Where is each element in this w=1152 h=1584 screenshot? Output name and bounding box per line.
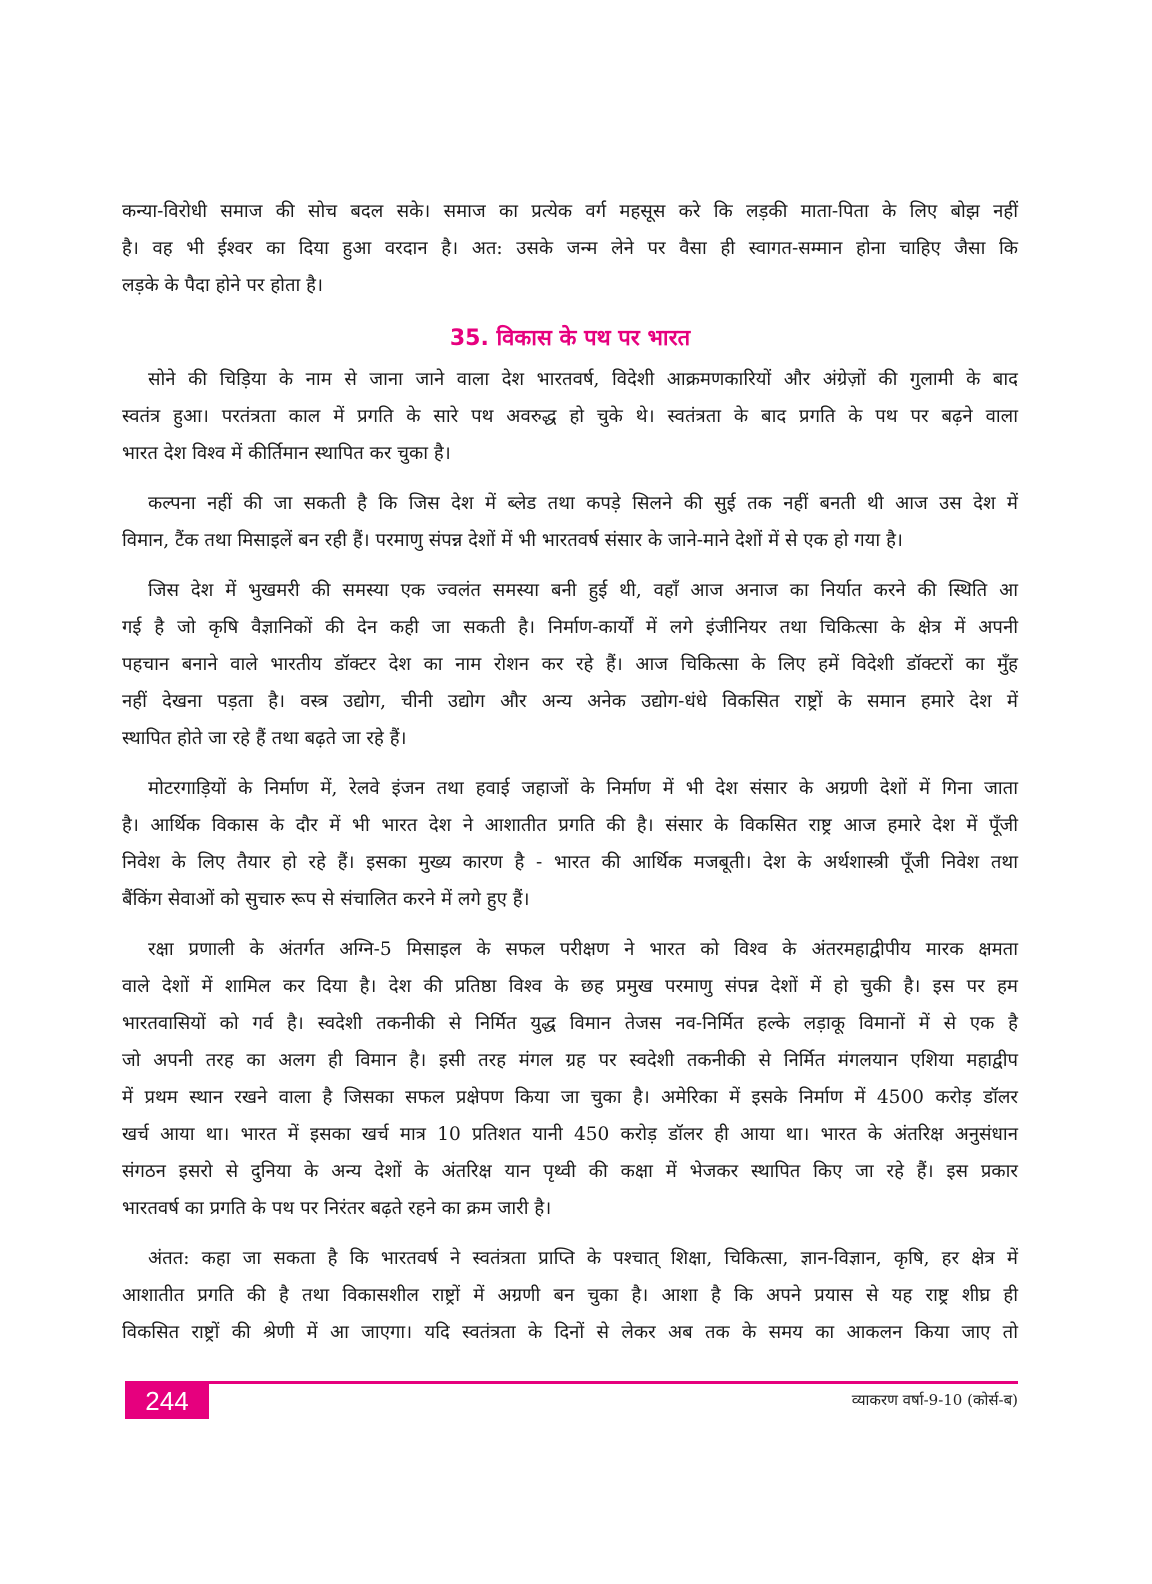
- text-line: अंतत: कहा जा सकता है कि भारतवर्ष ने स्वतंत्रता प्राप्ति के पश्चात् शिक्षा, चिकित्सा, ज्ञान-विज्ञान, कृषि, हर क्षेत्र में: [148, 1248, 1018, 1269]
- text-line: संगठन इसरो से दुनिया के अन्य देशों के अंतरिक्ष यान पृथ्वी की कक्षा में भेजकर स्थापित किए जा रहे हैं। इस प्रकार: [122, 1161, 1018, 1182]
- text-line: लड़के के पैदा होने पर होता है।: [122, 275, 324, 296]
- text-line: में प्रथम स्थान रखने वाला है जिसका सफल प्रक्षेपण किया जा चुका है। अमेरिका में इसके निर्माण में 4500 करोड़ डॉलर: [122, 1087, 1018, 1108]
- paragraph: [122, 361, 1018, 472]
- page-content: [122, 193, 1018, 1364]
- text-line: जिस देश में भुखमरी की समस्या एक ज्वलंत समस्या बनी हुई थी, वहाँ आज अनाज का निर्यात करने की स्थिति आ: [148, 580, 1018, 601]
- book-title: व्याकरण वर्षा-9-10 (कोर्स-ब): [851, 1391, 1018, 1409]
- paragraph: [122, 572, 1018, 757]
- text-line: सोने की चिड़िया के नाम से जाना जाने वाला देश भारतवर्ष, विदेशी आक्रमणकारियों और अंग्रेज़ों की गुलामी के बाद: [148, 369, 1018, 390]
- text-line: नहीं देखना पड़ता है। वस्त्र उद्योग, चीनी उद्योग और अन्य अनेक उद्योग-धंधे विकसित राष्ट्रों के समान हमारे देश में: [122, 691, 1018, 712]
- text-line: कन्या-विरोधी समाज की सोच बदल सके। समाज का प्रत्येक वर्ग महसूस करे कि लड़की माता-पिता के लिए बोझ नहीं: [122, 201, 1018, 222]
- text-line: कल्पना नहीं की जा सकती है कि जिस देश में ब्लेड तथा कपड़े सिलने की सुई तक नहीं बनती थी आज उस देश में: [148, 493, 1018, 514]
- text-line: है। वह भी ईश्वर का दिया हुआ वरदान है। अत: उसके जन्म लेने पर वैसा ही स्वागत-सम्मान होना चाहिए जैसा कि: [122, 238, 1018, 259]
- text-line: पहचान बनाने वाले भारतीय डॉक्टर देश का नाम रोशन कर रहे हैं। आज चिकित्सा के लिए हमें विदेशी डॉक्टरों का मुँह: [122, 654, 1018, 675]
- text-line: वाले देशों में शामिल कर दिया है। देश की प्रतिष्ठा विश्व के छह प्रमुख परमाणु संपन्न देशों में हो चुकी है। इस पर हम: [122, 976, 1018, 997]
- footer-divider: [125, 1381, 1018, 1384]
- text-line: विमान, टैंक तथा मिसाइलें बन रही हैं। परमाणु संपन्न देशों में भी भारतवर्ष संसार के जाने-माने देशों में से एक हो गया है।: [122, 530, 903, 551]
- paragraph: [122, 1240, 1018, 1351]
- section-heading: 35. विकास के पथ पर भारत: [449, 326, 691, 351]
- text-line: निवेश के लिए तैयार हो रहे हैं। इसका मुख्य कारण है - भारत की आर्थिक मजबूती। देश के अर्थशास्त्री पूँजी निवेश तथा: [122, 852, 1018, 873]
- text-line: मोटरगाड़ियों के निर्माण में, रेलवे इंजन तथा हवाई जहाजों के निर्माण में भी देश संसार के अग्रणी देशों में गिना जाता: [148, 778, 1018, 799]
- text-line: भारतवासियों को गर्व है। स्वदेशी तकनीकी से निर्मित युद्ध विमान तेजस नव-निर्मित हल्के लड़ाकू विमानों में से एक है: [122, 1013, 1018, 1034]
- text-line: है। आर्थिक विकास के दौर में भी भारत देश ने आशातीत प्रगति की है। संसार के विकसित राष्ट्र आज हमारे देश में पूँजी: [122, 815, 1018, 836]
- text-line: स्वतंत्र हुआ। परतंत्रता काल में प्रगति के सारे पथ अवरुद्ध हो चुके थे। स्वतंत्रता के बाद प्रगति के पथ पर बढ़ने वाला: [122, 406, 1018, 427]
- paragraph: [122, 931, 1018, 1227]
- text-line: स्थापित होते जा रहे हैं तथा बढ़ते जा रहे हैं।: [122, 728, 407, 749]
- text-line: विकसित राष्ट्रों की श्रेणी में आ जाएगा। यदि स्वतंत्रता के दिनों से लेकर अब तक के समय का आकलन किया जाए तो: [122, 1322, 1018, 1343]
- text-line: खर्च आया था। भारत में इसका खर्च मात्र 10 प्रतिशत यानी 450 करोड़ डॉलर ही आया था। भारत के अंतरिक्ष अनुसंधान: [122, 1124, 1018, 1145]
- text-line: भारतवर्ष का प्रगति के पथ पर निरंतर बढ़ते रहने का क्रम जारी है।: [122, 1198, 552, 1219]
- text-line: बैंकिंग सेवाओं को सुचारु रूप से संचालित करने में लगे हुए हैं।: [122, 889, 530, 910]
- text-line: रक्षा प्रणाली के अंतर्गत अग्नि-5 मिसाइल के सफल परीक्षण ने भारत को विश्व के अंतरमहाद्वीपीय मारक क्षमता: [148, 939, 1018, 960]
- text-line: जो अपनी तरह का अलग ही विमान है। इसी तरह मंगल ग्रह पर स्वदेशी तकनीकी से निर्मित मंगलयान एशिया महाद्वीप: [122, 1050, 1018, 1071]
- paragraph: [122, 770, 1018, 918]
- text-line: भारत देश विश्व में कीर्तिमान स्थापित कर चुका है।: [122, 443, 451, 464]
- page-number: 244: [125, 1384, 209, 1419]
- text-line: आशातीत प्रगति की है तथा विकासशील राष्ट्रों में अग्रणी बन चुका है। आशा है कि अपने प्रयास से यह राष्ट्र शीघ्र ही: [122, 1285, 1018, 1306]
- section-body: [122, 361, 1018, 1351]
- paragraph: [122, 485, 1018, 559]
- text-line: गई है जो कृषि वैज्ञानिकों की देन कही जा सकती है। निर्माण-कार्यों में लगे इंजीनियर तथा चिकित्सा के क्षेत्र में अपनी: [122, 617, 1018, 638]
- intro-paragraph: [122, 193, 1018, 304]
